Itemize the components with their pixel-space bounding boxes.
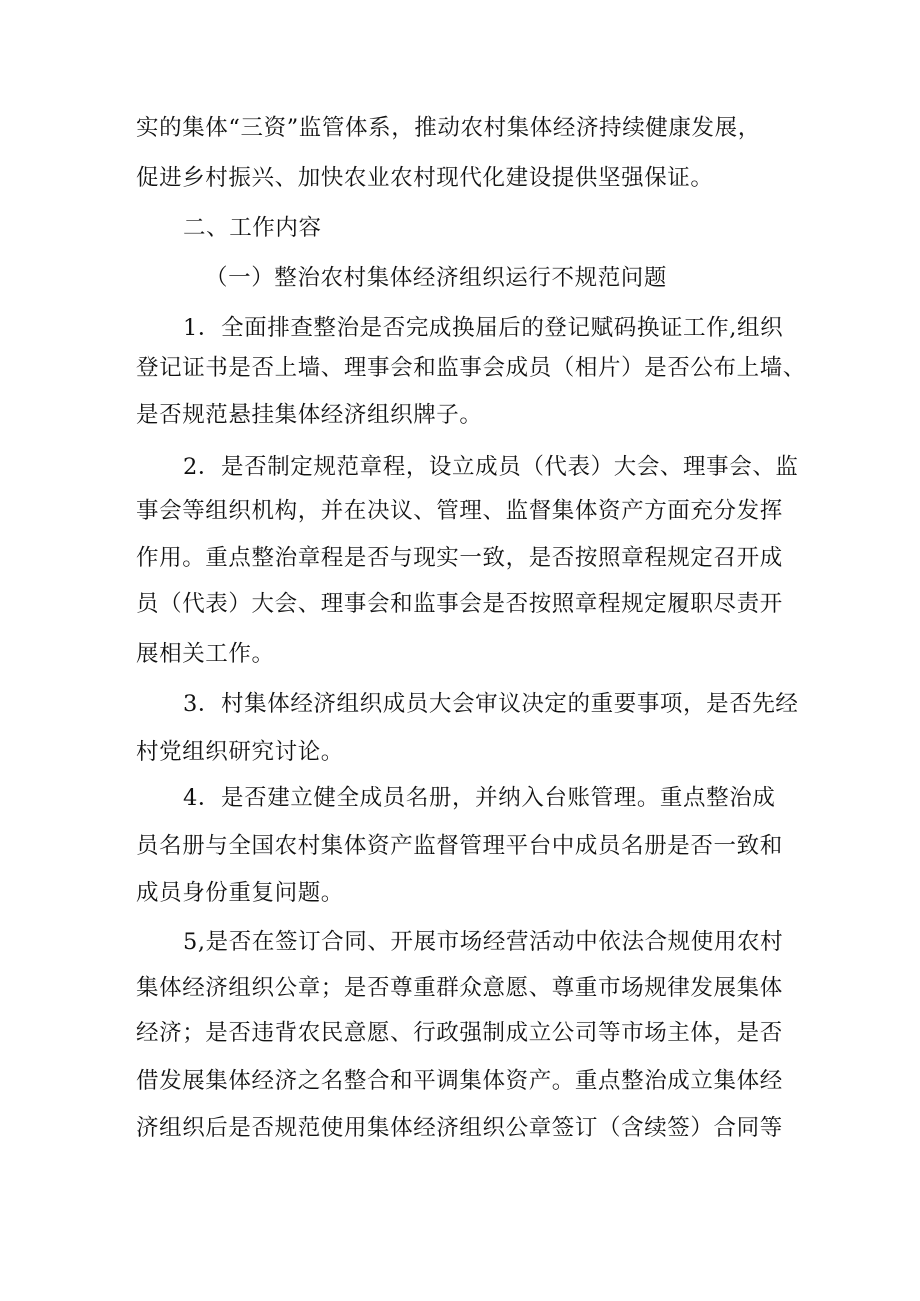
list-item-line: 4．是否建立健全成员名册，并纳入台账管理。重点整治成 bbox=[183, 785, 776, 811]
paragraph-line: 员名册与全国农村集体资产监督管理平台中成员名册是否一致和 bbox=[136, 833, 783, 859]
paragraph-line: 集体经济组织公章；是否尊重群众意愿、尊重市场规律发展集体 bbox=[136, 975, 783, 1001]
paragraph-line: 作用。重点整治章程是否与现实一致，是否按照章程规定召开成 bbox=[136, 545, 783, 571]
paragraph-line: 促进乡村振兴、加快农业农村现代化建设提供坚强保证。 bbox=[136, 165, 714, 191]
list-item-line: 5,是否在签订合同、开展市场经营活动中依法合规使用农村 bbox=[183, 929, 784, 955]
paragraph-line: 员（代表）大会、理事会和监事会是否按照章程规定履职尽责开 bbox=[136, 591, 783, 617]
paragraph-line: 经济；是否违背农民意愿、行政强制成立公司等市场主体，是否 bbox=[136, 1020, 783, 1046]
paragraph-line: 登记证书是否上墙、理事会和监事会成员（相片）是否公布上墙、 bbox=[136, 355, 806, 381]
paragraph-line: 是否规范悬挂集体经济组织牌子。 bbox=[136, 402, 483, 428]
list-item-line: 3．村集体经济组织成员大会审议决定的重要事项，是否先经 bbox=[183, 691, 799, 717]
paragraph-line: 村党组织研究讨论。 bbox=[136, 739, 344, 765]
paragraph-line: 展相关工作。 bbox=[136, 641, 275, 667]
list-item-line: 2．是否制定规范章程，设立成员（代表）大会、理事会、监 bbox=[183, 454, 799, 480]
paragraph-line: 成员身份重复问题。 bbox=[136, 880, 344, 906]
paragraph-line: 实的集体“三资”监管体系，推动农村集体经济持续健康发展， bbox=[136, 115, 761, 141]
subsection-heading: （一）整治农村集体经济组织运行不规范问题 bbox=[205, 265, 668, 291]
list-item-line: 1．全面排查整治是否完成换届后的登记赋码换证工作,组织 bbox=[183, 315, 784, 341]
paragraph-line: 事会等组织机构，并在决议、管理、监督集体资产方面充分发挥 bbox=[136, 498, 783, 524]
section-heading: 二、工作内容 bbox=[183, 215, 322, 241]
paragraph-line: 济组织后是否规范使用集体经济组织公章签订（含续签）合同等 bbox=[136, 1115, 783, 1141]
paragraph-line: 借发展集体经济之名整合和平调集体资产。重点整治成立集体经 bbox=[136, 1068, 783, 1094]
